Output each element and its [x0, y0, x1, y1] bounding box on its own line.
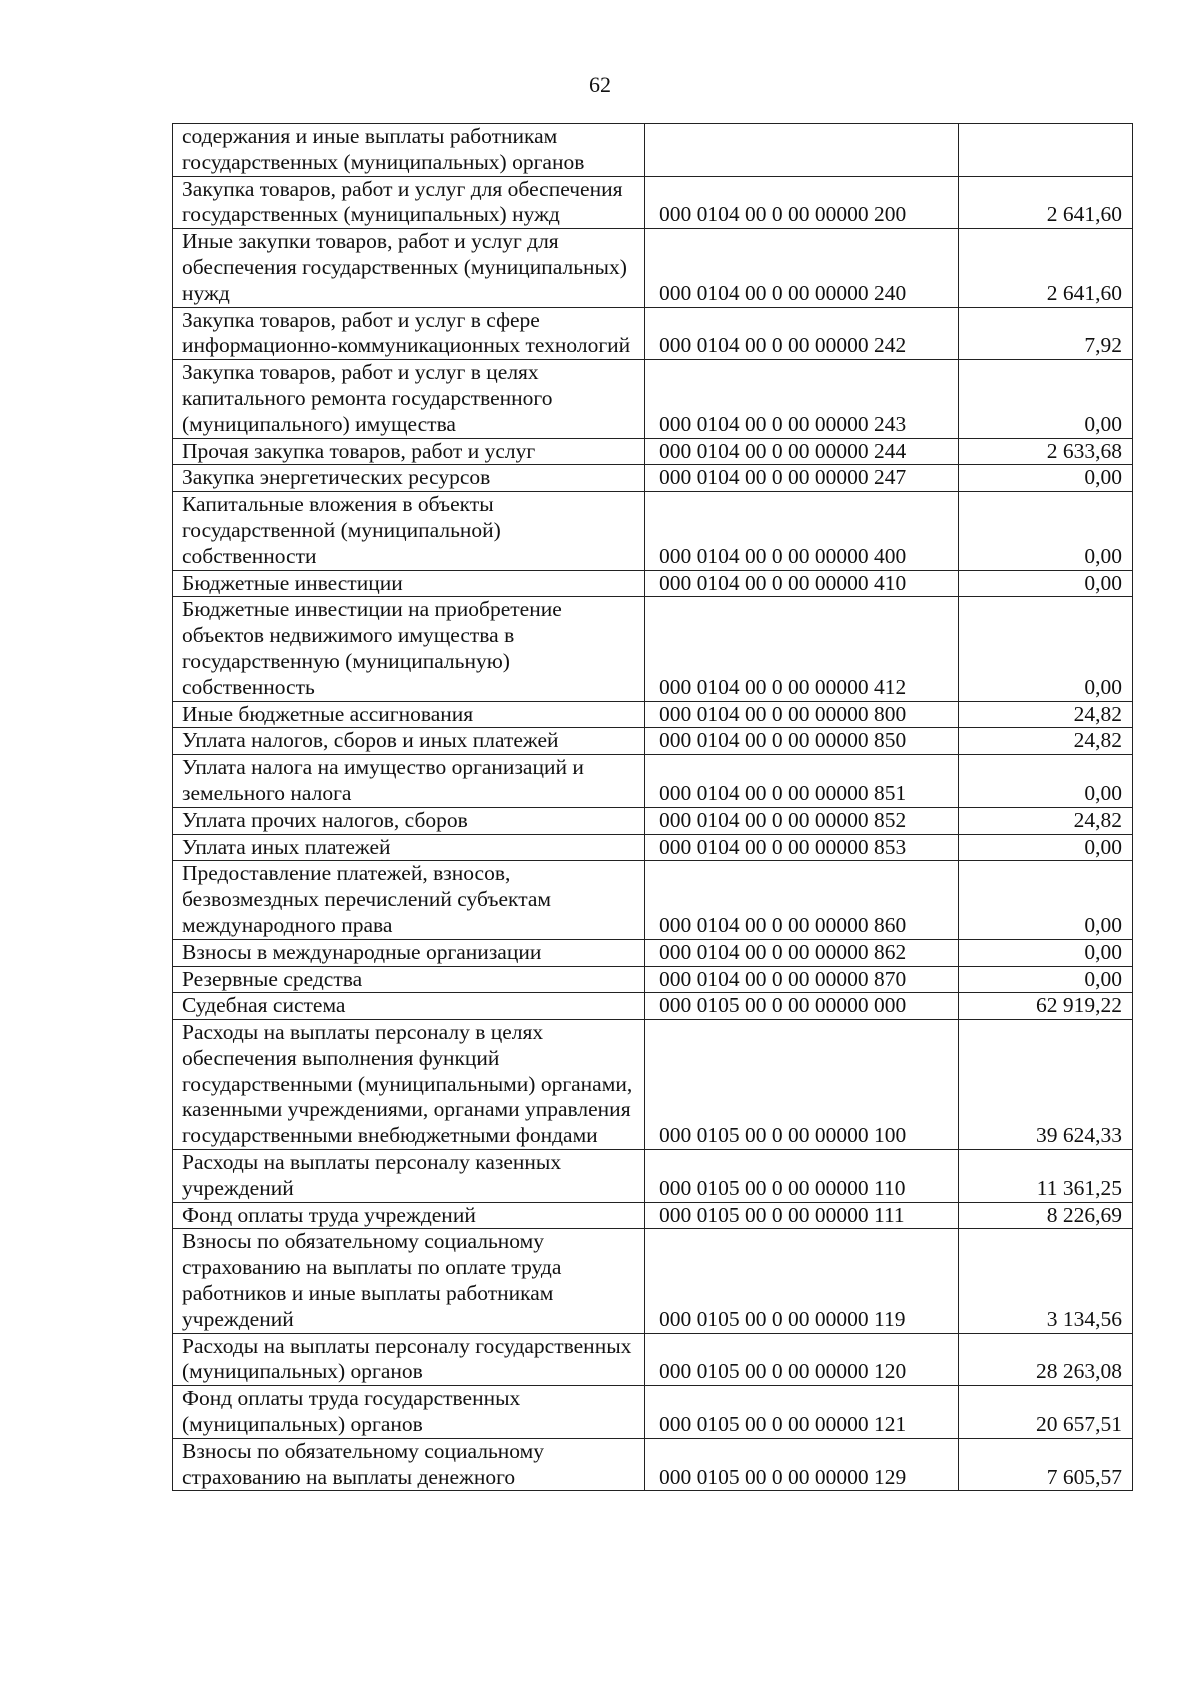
row-name-cell: Бюджетные инвестиции: [173, 570, 645, 597]
budget-table: [172, 123, 1133, 1491]
row-code-cell: 000 0104 00 0 00 00000 240: [645, 229, 959, 307]
row-code-cell: 000 0105 00 0 00 00000 110: [645, 1150, 959, 1203]
table-row: [173, 1202, 1133, 1229]
row-amount-cell: 0,00: [959, 597, 1133, 701]
row-amount-cell: 0,00: [959, 492, 1133, 570]
row-code-cell: 000 0104 00 0 00 00000 243: [645, 360, 959, 438]
row-code-cell: 000 0104 00 0 00 00000 850: [645, 728, 959, 755]
row-amount-cell: 0,00: [959, 360, 1133, 438]
row-name-cell: Прочая закупка товаров, работ и услуг: [173, 438, 645, 465]
row-amount-cell: 11 361,25: [959, 1150, 1133, 1203]
row-amount-cell: 0,00: [959, 755, 1133, 808]
row-code-cell: 000 0105 00 0 00 00000 111: [645, 1202, 959, 1229]
row-code-cell: 000 0104 00 0 00 00000 400: [645, 492, 959, 570]
row-amount-cell: 0,00: [959, 966, 1133, 993]
row-name-cell: Закупка товаров, работ и услуг в сфере информационно-коммуникационных технологий: [173, 307, 645, 360]
row-amount-cell: 24,82: [959, 728, 1133, 755]
row-amount-cell: 20 657,51: [959, 1386, 1133, 1439]
row-name-cell: Расходы на выплаты персоналу государственных (муниципальных) органов: [173, 1333, 645, 1386]
row-code-cell: 000 0105 00 0 00 00000 121: [645, 1386, 959, 1439]
row-name-cell: Капитальные вложения в объекты государственной (муниципальной) собственности: [173, 492, 645, 570]
table-row: [173, 1333, 1133, 1386]
row-amount-cell: 2 633,68: [959, 438, 1133, 465]
table-row: [173, 307, 1133, 360]
table-row: [173, 834, 1133, 861]
row-code-cell: 000 0104 00 0 00 00000 247: [645, 465, 959, 492]
table-row: [173, 966, 1133, 993]
row-amount-cell: 2 641,60: [959, 176, 1133, 229]
row-code-cell: 000 0104 00 0 00 00000 860: [645, 861, 959, 939]
row-amount-cell: 7,92: [959, 307, 1133, 360]
row-code-cell: 000 0104 00 0 00 00000 412: [645, 597, 959, 701]
row-code-cell: 000 0104 00 0 00 00000 244: [645, 438, 959, 465]
row-code-cell: 000 0105 00 0 00 00000 120: [645, 1333, 959, 1386]
row-amount-cell: 3 134,56: [959, 1229, 1133, 1333]
row-name-cell: Бюджетные инвестиции на приобретение объектов недвижимого имущества в государственную (муниципальную) собственность: [173, 597, 645, 701]
row-code-cell: 000 0104 00 0 00 00000 852: [645, 807, 959, 834]
row-code-cell: 000 0104 00 0 00 00000 853: [645, 834, 959, 861]
row-name-cell: Уплата налогов, сборов и иных платежей: [173, 728, 645, 755]
row-name-cell: Закупка энергетических ресурсов: [173, 465, 645, 492]
table-row: [173, 492, 1133, 570]
table-row: [173, 1020, 1133, 1150]
table-row: [173, 176, 1133, 229]
row-code-cell: 000 0104 00 0 00 00000 870: [645, 966, 959, 993]
row-amount-cell: 24,82: [959, 807, 1133, 834]
row-name-cell: Иные бюджетные ассигнования: [173, 701, 645, 728]
table-row: [173, 701, 1133, 728]
table-row: [173, 939, 1133, 966]
row-name-cell: Закупка товаров, работ и услуг в целях капитального ремонта государственного (муниципального) имущества: [173, 360, 645, 438]
row-name-cell: Расходы на выплаты персоналу в целях обеспечения выполнения функций государственными (муниципальными) органами, казенными учреждениями, органами управления государственными внебюджетными фондами: [173, 1020, 645, 1150]
row-amount-cell: 62 919,22: [959, 993, 1133, 1020]
row-code-cell: 000 0105 00 0 00 00000 000: [645, 993, 959, 1020]
table-row: [173, 597, 1133, 701]
row-amount-cell: [959, 124, 1133, 177]
row-code-cell: 000 0105 00 0 00 00000 119: [645, 1229, 959, 1333]
table-row: [173, 438, 1133, 465]
table-body: [173, 124, 1133, 1491]
table-row: [173, 465, 1133, 492]
row-name-cell: Фонд оплаты труда учреждений: [173, 1202, 645, 1229]
row-name-cell: Расходы на выплаты персоналу казенных учреждений: [173, 1150, 645, 1203]
row-amount-cell: 28 263,08: [959, 1333, 1133, 1386]
row-name-cell: содержания и иные выплаты работникам государственных (муниципальных) органов: [173, 124, 645, 177]
row-amount-cell: 8 226,69: [959, 1202, 1133, 1229]
row-name-cell: Уплата иных платежей: [173, 834, 645, 861]
row-name-cell: Уплата налога на имущество организаций и земельного налога: [173, 755, 645, 808]
row-code-cell: 000 0104 00 0 00 00000 862: [645, 939, 959, 966]
row-name-cell: Судебная система: [173, 993, 645, 1020]
table-row: [173, 1229, 1133, 1333]
table-row: [173, 570, 1133, 597]
row-name-cell: Иные закупки товаров, работ и услуг для обеспечения государственных (муниципальных) нужд: [173, 229, 645, 307]
table-row: [173, 861, 1133, 939]
table-row: [173, 1438, 1133, 1491]
table-row: [173, 1150, 1133, 1203]
row-amount-cell: 0,00: [959, 834, 1133, 861]
row-amount-cell: 24,82: [959, 701, 1133, 728]
row-amount-cell: 0,00: [959, 570, 1133, 597]
row-amount-cell: 7 605,57: [959, 1438, 1133, 1491]
row-code-cell: 000 0104 00 0 00 00000 410: [645, 570, 959, 597]
row-code-cell: [645, 124, 959, 177]
row-code-cell: 000 0105 00 0 00 00000 100: [645, 1020, 959, 1150]
row-name-cell: Уплата прочих налогов, сборов: [173, 807, 645, 834]
row-code-cell: 000 0104 00 0 00 00000 200: [645, 176, 959, 229]
row-amount-cell: 0,00: [959, 861, 1133, 939]
row-code-cell: 000 0104 00 0 00 00000 242: [645, 307, 959, 360]
table-row: [173, 807, 1133, 834]
table-row: [173, 993, 1133, 1020]
table-row: [173, 1386, 1133, 1439]
row-name-cell: Предоставление платежей, взносов, безвозмездных перечислений субъектам международного права: [173, 861, 645, 939]
row-code-cell: 000 0104 00 0 00 00000 800: [645, 701, 959, 728]
table-row: [173, 728, 1133, 755]
row-amount-cell: 2 641,60: [959, 229, 1133, 307]
table-row: [173, 755, 1133, 808]
table-row: [173, 360, 1133, 438]
row-code-cell: 000 0104 00 0 00 00000 851: [645, 755, 959, 808]
row-amount-cell: 39 624,33: [959, 1020, 1133, 1150]
row-name-cell: Фонд оплаты труда государственных (муниципальных) органов: [173, 1386, 645, 1439]
row-amount-cell: 0,00: [959, 465, 1133, 492]
row-name-cell: Взносы по обязательному социальному страхованию на выплаты денежного: [173, 1438, 645, 1491]
table-row: [173, 124, 1133, 177]
page-number: 62: [589, 72, 611, 97]
row-name-cell: Резервные средства: [173, 966, 645, 993]
row-name-cell: Закупка товаров, работ и услуг для обеспечения государственных (муниципальных) нужд: [173, 176, 645, 229]
row-code-cell: 000 0105 00 0 00 00000 129: [645, 1438, 959, 1491]
table-row: [173, 229, 1133, 307]
row-name-cell: Взносы по обязательному социальному страхованию на выплаты по оплате труда работников и иные выплаты работникам учреждений: [173, 1229, 645, 1333]
row-amount-cell: 0,00: [959, 939, 1133, 966]
row-name-cell: Взносы в международные организации: [173, 939, 645, 966]
